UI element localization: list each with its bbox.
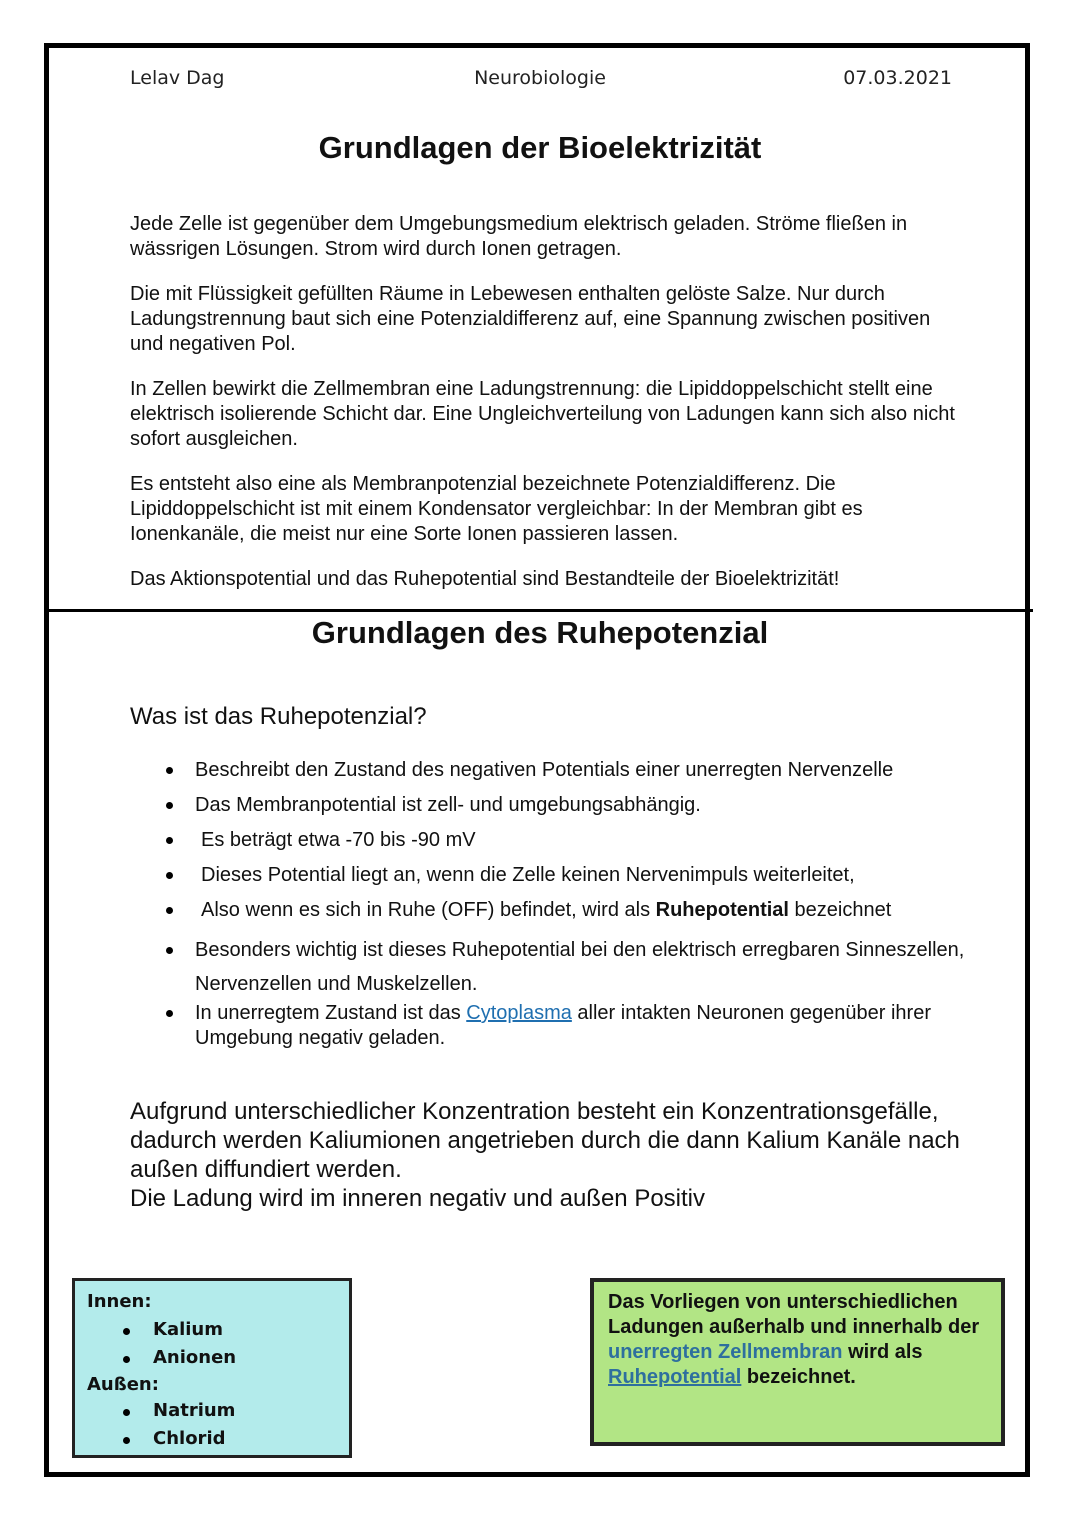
- outside-item: Natrium: [153, 1400, 236, 1421]
- intro-paragraph: Das Aktionspotential und das Ruhepotential sind Bestandteile der Bioelektrizität!: [130, 568, 840, 590]
- definition-box: [590, 1278, 1005, 1446]
- intro-text: [130, 212, 960, 612]
- cytoplasma-link[interactable]: Cytoplasma: [466, 1002, 572, 1024]
- list-item: [160, 863, 980, 888]
- list-item: [160, 1001, 980, 1051]
- bullet-icon: [123, 1409, 130, 1416]
- bullet-text: Es beträgt etwa -70 bis -90 mV: [201, 829, 476, 851]
- outside-item: Chlorid: [153, 1428, 226, 1449]
- question-heading: Was ist das Ruhepotenzial?: [130, 703, 427, 730]
- inside-item: Kalium: [153, 1319, 224, 1340]
- bullet-text: Besonders wichtig ist dieses Ruhepotential bei den elektrisch erregbaren Sinneszellen, Nervenzellen und Muskelzellen.: [195, 939, 965, 995]
- definition-text: bezeichnet.: [741, 1366, 856, 1388]
- outside-label: Außen:: [87, 1374, 159, 1395]
- section1-title: Grundlagen der Bioelektrizität: [318, 130, 762, 165]
- bullet-text: bezeichnet: [788, 899, 892, 921]
- bullet-text: In unerregtem Zustand ist das: [195, 1002, 467, 1024]
- list-item: [160, 828, 980, 853]
- definition-highlight: unerregten Zellmembran: [608, 1341, 843, 1363]
- section2-title: Grundlagen des Ruhepotenzial: [311, 615, 769, 650]
- bullet-icon: [166, 1010, 173, 1017]
- bullet-text: Das Membranpotential ist zell- und umgebungsabhängig.: [195, 794, 701, 816]
- list-item: [160, 758, 980, 783]
- intro-paragraph: In Zellen bewirkt die Zellmembran eine Ladungstrennung: die Lipiddoppelschicht stellt eine elektrisch isolierende Schicht dar. Eine Ungleichverteilung von Ladungen kann sich also nicht sofort ausgleichen.: [130, 378, 955, 450]
- bullet-icon: [123, 1356, 130, 1363]
- bullet-text: aller intakten Neuronen gegenüber ihrer Umgebung negativ geladen.: [195, 1002, 931, 1049]
- definition-text: wird als: [842, 1341, 923, 1363]
- definition-text: Das Vorliegen von unterschiedlichen Ladungen außerhalb und innerhalb der: [608, 1291, 980, 1338]
- list-item: [160, 898, 980, 923]
- header-date: 07.03.2021: [843, 67, 952, 89]
- header-author: Lelav Dag: [130, 67, 225, 89]
- bullet-bold-term: Ruhepotential: [655, 899, 789, 921]
- bullet-icon: [123, 1328, 130, 1335]
- bullet-icon: [166, 837, 173, 844]
- bullet-icon: [166, 907, 173, 914]
- intro-paragraph: Die mit Flüssigkeit gefüllten Räume in Lebewesen enthalten gelöste Salze. Nur durch Ladungstrennung baut sich eine Potenzialdifferenz auf, eine Spannung zwischen positiven und negativen Pol.: [130, 283, 931, 355]
- bullet-text: Dieses Potential liegt an, wenn die Zelle keinen Nervenimpuls weiterleitet,: [201, 864, 855, 886]
- paragraph-text: Die Ladung wird im inneren negativ und außen Positiv: [130, 1185, 706, 1212]
- inside-label: Innen:: [87, 1291, 152, 1312]
- concentration-paragraph: [130, 1097, 960, 1213]
- bullet-icon: [166, 947, 173, 954]
- ruhepotenzial-bullet-list: [160, 758, 980, 1061]
- bullet-icon: [166, 872, 173, 879]
- list-item: [160, 933, 980, 1001]
- bullet-icon: [123, 1437, 130, 1444]
- ruhepotential-link[interactable]: Ruhepotential: [608, 1366, 742, 1388]
- ion-distribution-box: [72, 1278, 352, 1458]
- bullet-icon: [166, 767, 173, 774]
- header-subject: Neurobiologie: [474, 67, 606, 89]
- list-item: [160, 793, 980, 818]
- section-divider: [49, 609, 1033, 612]
- inside-item: Anionen: [153, 1347, 237, 1368]
- bullet-text: Also wenn es sich in Ruhe (OFF) befindet, wird als: [201, 899, 656, 921]
- bullet-icon: [166, 802, 173, 809]
- paragraph-text: Aufgrund unterschiedlicher Konzentration besteht ein Konzentrationsgefälle, dadurch werden Kaliumionen angetrieben durch die dann Kalium Kanäle nach außen diffundiert werden.: [130, 1098, 960, 1183]
- intro-paragraph: Jede Zelle ist gegenüber dem Umgebungsmedium elektrisch geladen. Ströme fließen in wässrigen Lösungen. Strom wird durch Ionen getragen.: [130, 213, 908, 260]
- bullet-text: Beschreibt den Zustand des negativen Potentials einer unerregten Nervenzelle: [195, 759, 894, 781]
- intro-paragraph: Es entsteht also eine als Membranpotenzial bezeichnete Potenzialdifferenz. Die Lipiddoppelschicht ist mit einem Kondensator vergleichbar: In der Membran gibt es Ionenkanäle, die meist nur eine Sorte Ionen passieren lassen.: [130, 473, 863, 545]
